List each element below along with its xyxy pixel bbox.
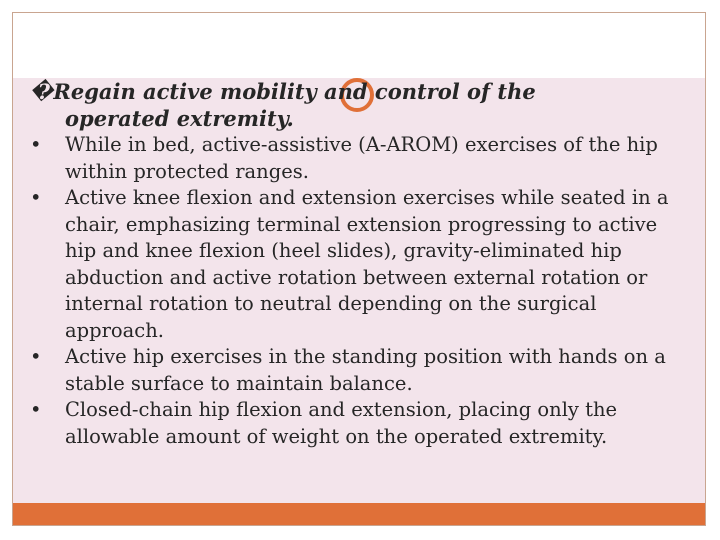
heading-line-2: operated extremity. [65, 106, 294, 131]
bullet-text: Closed-chain hip flexion and extension, placing only the allowable amount of weight on the operated extremity. [65, 398, 618, 448]
slide-heading [30, 78, 670, 132]
bullet-item [30, 397, 690, 450]
bottom-accent-band [13, 503, 705, 525]
bullet-item [30, 185, 690, 344]
bullet-marker: • [30, 398, 48, 421]
bullet-text: While in bed, active-assistive (A-AROM) exercises of the hip within protected ranges. [65, 133, 658, 183]
heading-line-1: �Regain active mobility and control of the [30, 79, 536, 104]
bullet-list [30, 132, 690, 450]
bullet-item [30, 132, 690, 185]
bullet-text: Active hip exercises in the standing position with hands on a stable surface to maintain balance. [65, 345, 666, 395]
bullet-item [30, 344, 690, 397]
bullet-marker: • [30, 133, 48, 156]
bullet-text: Active knee flexion and extension exercises while seated in a chair, emphasizing terminal extension progressing to active hip and knee flexion (heel slides), gravity-eliminated hip abduction and active rotation between external rotation or internal rotation to neutral depending on the surgical approach. [65, 186, 669, 342]
bullet-marker: • [30, 186, 48, 209]
bullet-marker: • [30, 345, 48, 368]
title-area [13, 13, 705, 78]
